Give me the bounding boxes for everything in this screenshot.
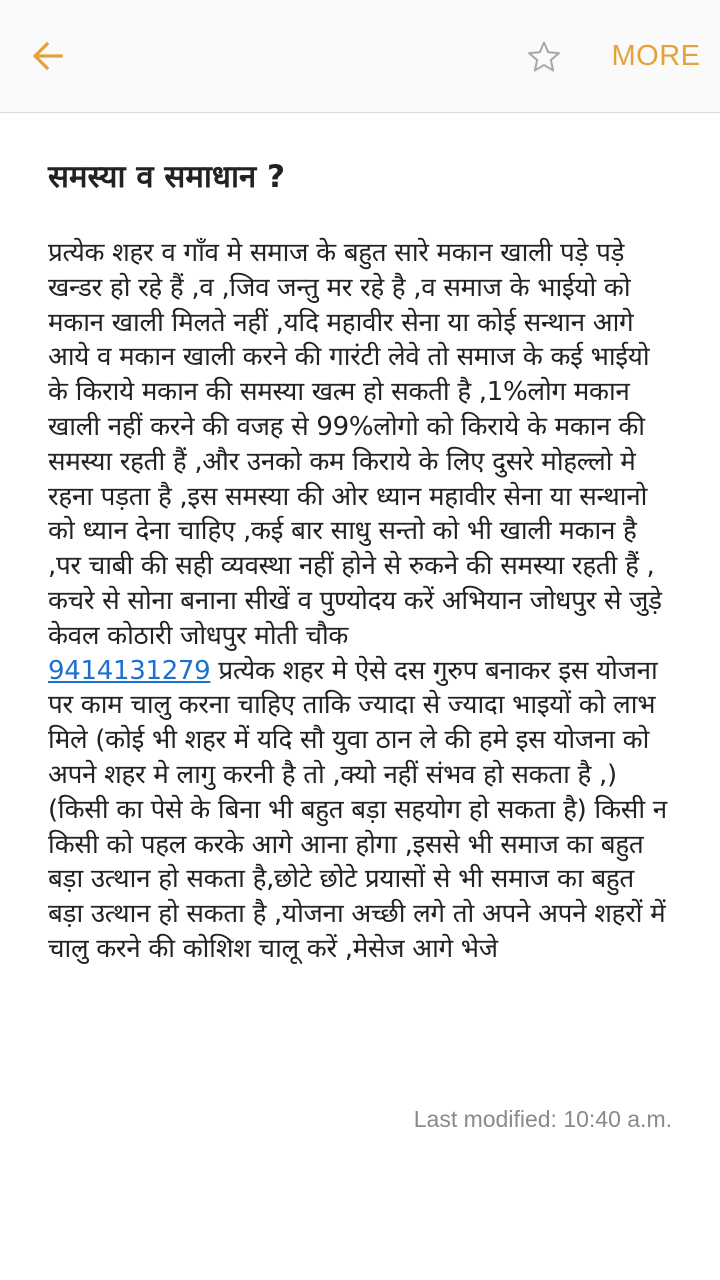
note-body-text: प्रत्येक शहर व गाँव मे समाज के बहुत सारे मकान खाली पड़े पड़े खन्डर हो रहे हैं ,व ,जिव जन्तु मर रहे है ,व समाज के भाईयो को मकान खाली मिलते नहीं ,यदि महावीर सेना या कोई सन्थान आगे आये व मकान खाली करने की गारंटी लेवे तो समाज के कई भाईयो के किराये मकान की समस्या खत्म हो सकती है ,1%लोग मकान खाली नहीं करने की वजह से 99%लोगो को किराये के मकान की समस्या रहती हैं ,और उनको कम किराये के लिए दुसरे मोहल्लो मे रहना पड़ता है ,इस समस्या की ओर ध्यान महावीर सेना या सन्थानो को ध्यान देना चाहिए ,कई बार साधु सन्तो को भी खाली मकान है ,पर चाबी की सही व्यवस्था नहीं होने से रुकने की समस्या रहती हैं , कचरे से सोना बनाना सीखें व पुण्योदय करें अभियान जोधपुर से जुड़े केवल कोठारी जोधपुर मोती चौक bbox=[48, 238, 662, 651]
favorite-button[interactable] bbox=[518, 32, 570, 82]
note-content bbox=[48, 150, 668, 967]
note-body-text: प्रत्येक शहर मे ऐसे दस गुरुप बनाकर इस योजना पर काम चालु करना चाहिए ताकि ज्यादा से ज्यादा भाइयों को लाभ मिले (कोई भी शहर में यदि सौ युवा ठान ले की हमे इस योजना को अपने शहर मे लागु करनी है तो ,क्यो नहीं संभव हो सकता है ,)(किसी का पेसे के बिना भी बहुत बड़ा सहयोग हो सकता है) किसी न किसी को पहल करके आगे आना होगा ,इससे भी समाज का बहुत बड़ा उत्थान हो सकता है,छोटे छोटे प्रयासों से भी समाज का बहुत बड़ा उत्थान हो सकता है ,योजना अच्छी लगे तो अपने अपने शहरों में चालु करने की कोशिश चालू करें ,मेसेज आगे भेजे bbox=[48, 655, 667, 964]
note-title: समस्या व समाधान ? bbox=[48, 159, 285, 195]
arrow-left-icon bbox=[30, 38, 66, 74]
more-button[interactable]: MORE bbox=[611, 39, 701, 72]
star-outline-icon bbox=[526, 39, 562, 75]
phone-number-link[interactable]: 9414131279 bbox=[48, 655, 211, 686]
toolbar bbox=[0, 0, 720, 113]
back-button[interactable] bbox=[20, 30, 76, 82]
note-body bbox=[48, 236, 668, 967]
last-modified-label: Last modified: 10:40 a.m. bbox=[413, 1106, 672, 1132]
